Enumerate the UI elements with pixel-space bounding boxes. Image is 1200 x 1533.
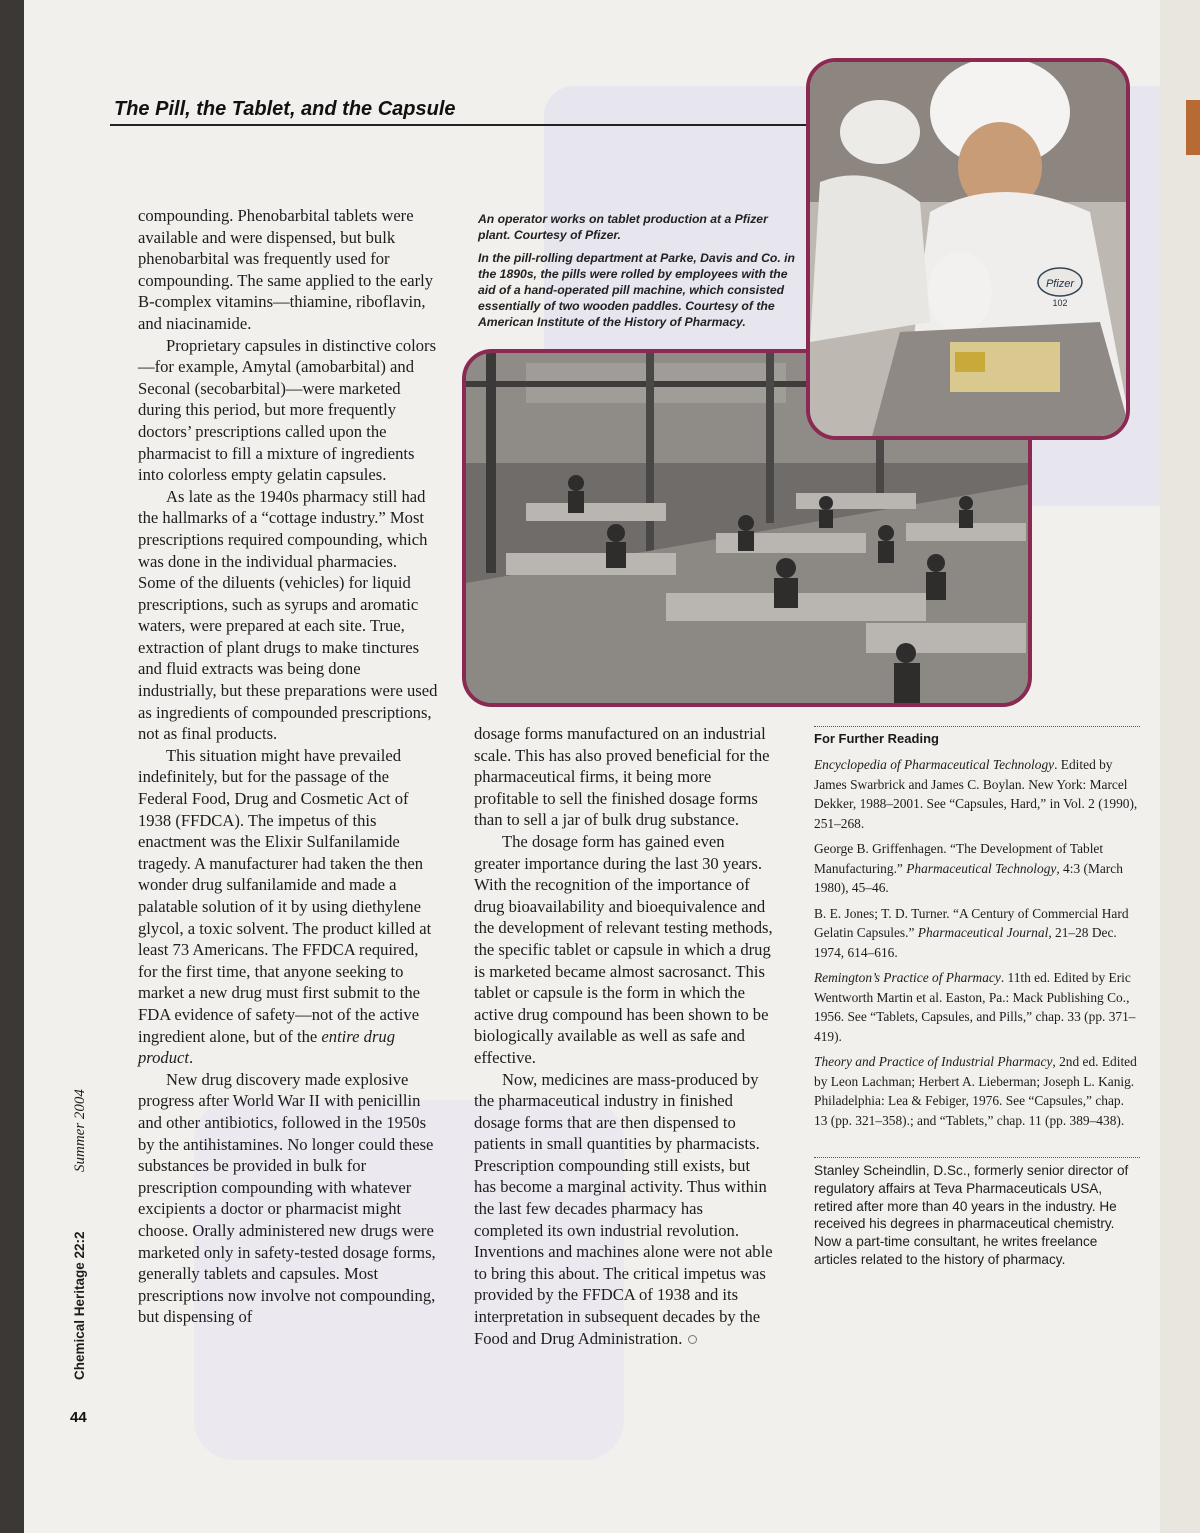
operator-photo-illustration — [810, 62, 1130, 440]
reference-item: George B. Griffenhagen. “The Development of Tablet Manufacturing.” Pharmaceutical Technology, 4:3 (March 1980), 45–46. — [814, 841, 1123, 895]
paragraph: Proprietary capsules in distinctive colors—for example, Amytal (amobarbital) and Seconal (secobarbital)—were marketed during this period, but more frequently doctors’ prescriptions called upon the pharmacist to fill a mixture of ingredients into colorless empty gelatin capsules. — [138, 335, 437, 485]
page-spine — [1160, 0, 1200, 1533]
further-reading-list — [814, 755, 1140, 1136]
paragraph: As late as the 1940s pharmacy still had the hallmarks of a “cottage industry.” Most prescriptions required compounding, which was done in the individual pharmacies. Some of the diluents (vehicles) for liquid prescriptions, such as syrups and aromatic waters, were prepared at each site. True, extraction of plant drugs to make tinctures and fluid extracts was being done industrially, but these preparations were used as ingredients of compounded prescriptions, not as final products. — [138, 486, 438, 744]
paragraph: dosage forms manufactured on an industrial scale. This has also proved beneficial for the pharmaceutical firms, it being more profitable to sell the finished dosage forms than to sell a jar of bulk drug substance. — [474, 724, 770, 830]
badge-number: 102 — [1052, 298, 1068, 308]
paragraph: The dosage form has gained even greater importance during the last 30 years. With the recognition of the importance of drug bioavailability and bioequivalence and the development of relevant testing methods, the specific tablet or capsule in which a drug is marketed became almost sacrosanct. This tablet or capsule is the form in which the active drug compound has been shown to be biologically available as well as safe and effective. — [474, 831, 773, 1067]
photo-caption-top: An operator works on tablet production at a Pfizer plant. Courtesy of Pfizer. — [478, 212, 768, 242]
reference-item: Theory and Practice of Industrial Pharmacy, 2nd ed. Edited by Leon Lachman; Herbert A. Lieberman; Joseph L. Kanig. Philadelphia: Lea & Febiger, 1976. See “Capsules,” chap. 13 (pp. 321–358).; and “Tablets,” chap. 11 (pp. 389–438). — [814, 1054, 1137, 1128]
reference-item: Remington’s Practice of Pharmacy. 11th ed. Edited by Eric Wentworth Martin et al. Easton, Pa.: Mack Publishing Co., 1956. See “Tablets, Capsules, and Pills,” chap. 33 (pp. 371–419). — [814, 970, 1136, 1044]
further-reading-heading: For Further Reading — [814, 731, 939, 746]
paragraph: This situation might have prevailed indefinitely, but for the passage of the Federal Food, Drug and Cosmetic Act of 1938 (FFDCA). The impetus of this enactment was the Elixir Sulfanilamide tragedy. A manufacturer had taken the then wonder drug sulfanilamide and made a palatable solution of it by using diethylene glycol, a toxic solvent. The product killed at least 73 Americans. The FFDCA required, for the first time, that anyone seeking to market a new drug must first submit to the FDA evidence of safety—not of the active ingredient alone, but of the entire drug product. — [138, 745, 432, 1068]
page-number: 44 — [70, 1409, 87, 1426]
author-bio: Stanley Scheindlin, D.Sc., formerly senior director of regulatory affairs at Teva Pharmaceuticals USA, retired after more than 40 years in the industry. He received his degrees in pharmaceutical chemistry. Now a part-time consultant, he writes freelance articles related to the history of pharmacy. — [814, 1163, 1129, 1267]
reference-item: B. E. Jones; T. D. Turner. “A Century of Commercial Hard Gelatin Capsules.” Pharmaceutical Journal, 21–28 Dec. 1974, 614–616. — [814, 905, 1129, 960]
section-divider — [814, 1157, 1140, 1158]
end-of-article-icon — [688, 1335, 697, 1344]
body-column-1 — [138, 205, 438, 1328]
paragraph: compounding. Phenobarbital tablets were available and were dispensed, but bulk phenobarbital was frequently used for compounding. The same applied to the early B-complex vitamins—thiamine, riboflavin, and niacinamide. — [138, 206, 434, 333]
photo-caption-historical: In the pill-rolling department at Parke, Davis and Co. in the 1890s, the pills were rolled by employees with the aid of a hand-operated pill machine, which consisted essentially of two wooden paddles. Courtesy of the American Institute of the History of Pharmacy. — [478, 251, 795, 329]
next-page-tab — [1186, 100, 1200, 155]
header-rule — [110, 124, 850, 126]
article-header-title: The Pill, the Tablet, and the Capsule — [114, 98, 456, 120]
issue-date: Summer 2004 — [72, 1089, 88, 1172]
reference-item: Encyclopedia of Pharmaceutical Technology. Edited by James Swarbrick and James C. Boylan. New York: Marcel Dekker, 1988–2001. See “Capsules, Hard,” in Vol. 2 (1990), 251–268. — [814, 757, 1138, 831]
pfizer-badge: Pfizer — [1045, 278, 1075, 290]
journal-name: Chemical Heritage 22:2 — [72, 1231, 87, 1380]
pfizer-operator-photo — [806, 58, 1130, 440]
section-divider — [814, 726, 1140, 727]
body-column-2 — [474, 723, 774, 1349]
paragraph: Now, medicines are mass-produced by the pharmaceutical industry in finished dosage forms that are then dispensed to patients in small quantities by pharmacists. Prescription compounding still exists, but has become a marginal activity. Thus within the last few decades pharmacy has completed its own industrial revolution. Inventions and machines alone were not able to bring this about. The critical impetus was provided by the FFDCA of 1938 and its interpretation in subsequent decades by the Food and Drug Administration. — [474, 1069, 773, 1348]
paragraph: New drug discovery made explosive progress after World War II with penicillin and other antibiotics, followed in the 1950s by the antihistamines. No longer could these substances be provided in bulk for prescription compounding with whatever excipients a doctor or pharmacist might choose. Orally administered new drugs were marketed only in safety-tested dosage forms, generally tablets and capsules. Most prescriptions now involve not compounding, but dispensing of — [138, 1069, 436, 1327]
